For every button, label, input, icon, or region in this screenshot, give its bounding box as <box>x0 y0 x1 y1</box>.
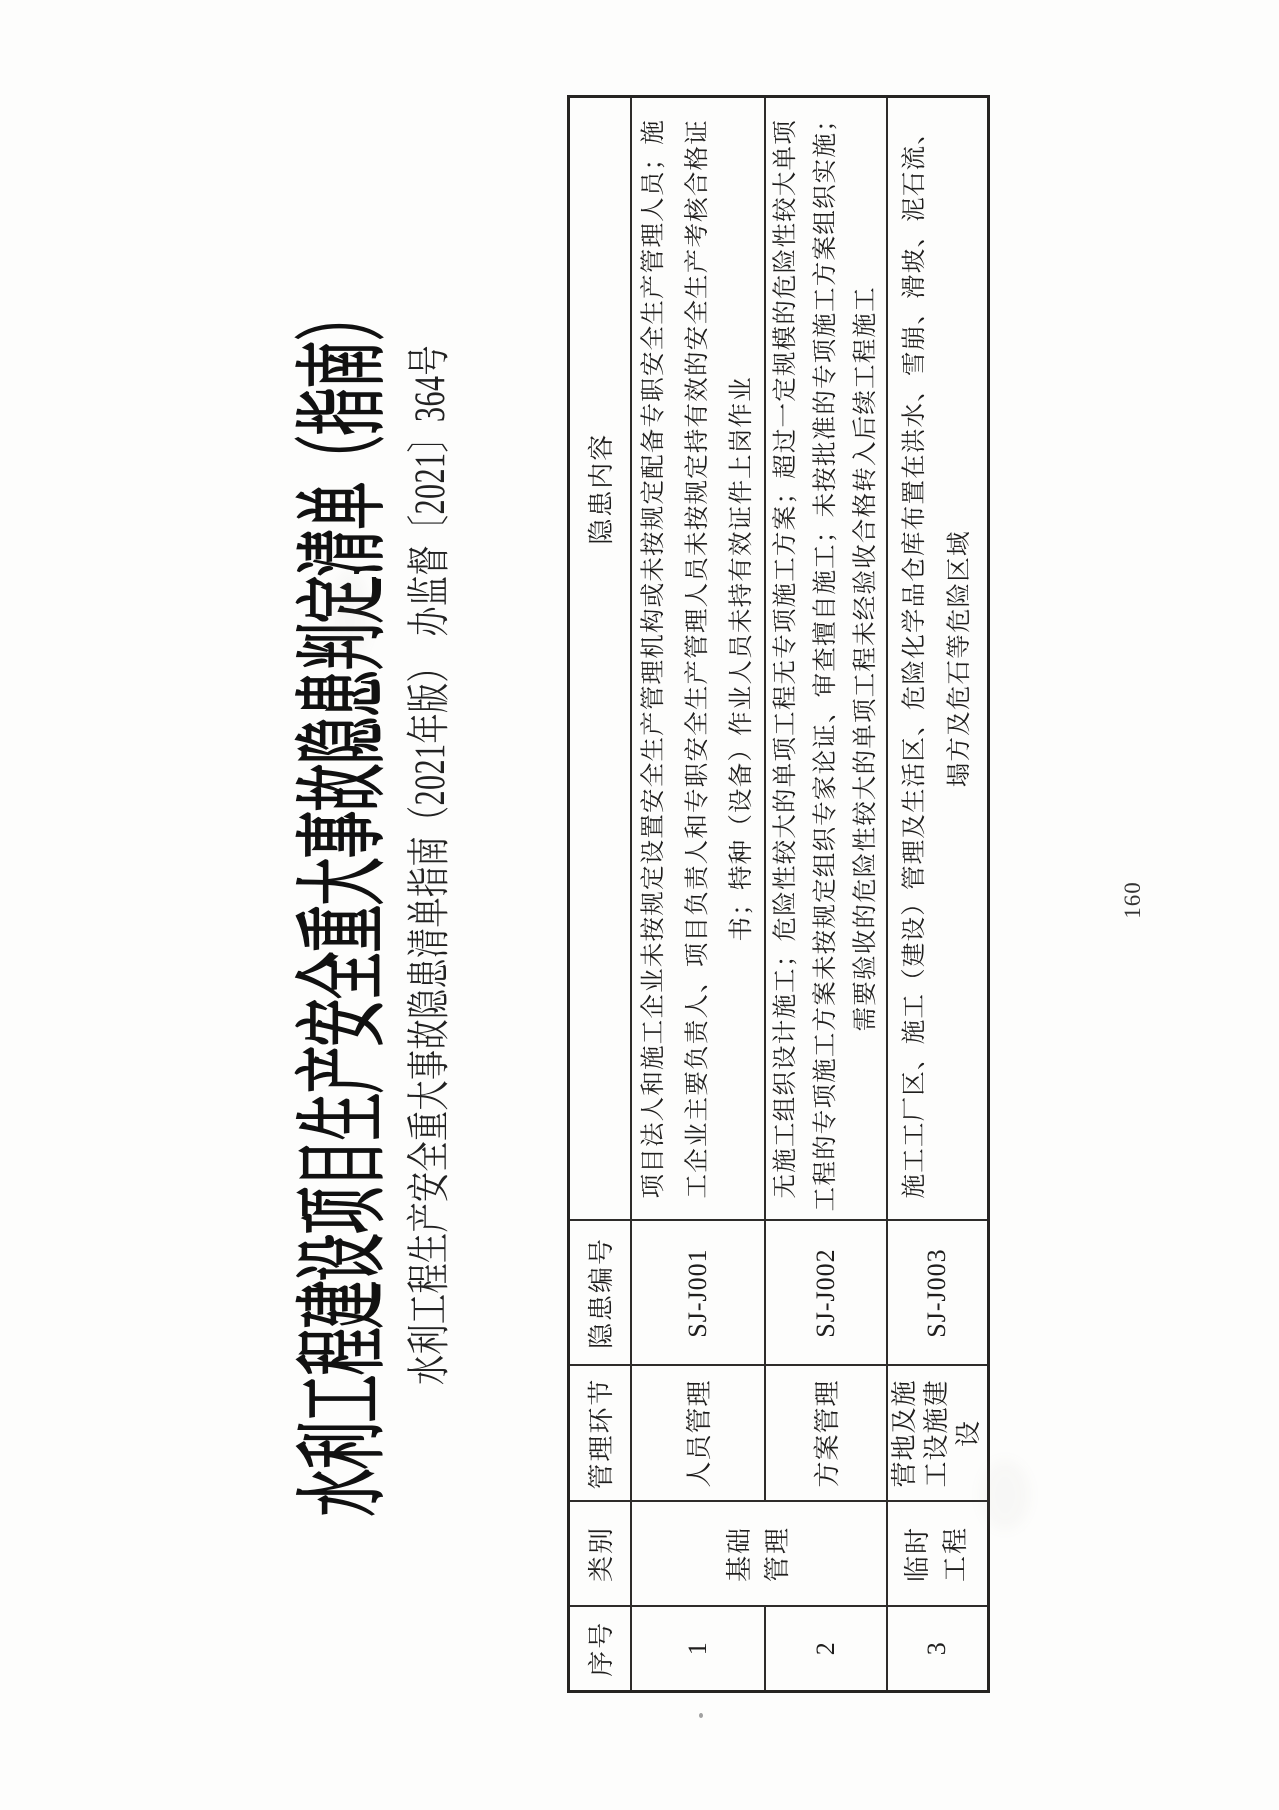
header-content-label: 隐患内容 <box>587 432 617 545</box>
row3-category <box>887 1502 989 1607</box>
header-code: 隐患编号 <box>569 1221 631 1366</box>
stage-line: 工设施建 <box>922 1379 952 1488</box>
row3-index: 3 <box>887 1607 989 1692</box>
header-stage: 管理环节 <box>569 1366 631 1502</box>
scan-speck-artifact <box>699 1713 703 1718</box>
row2-index: 2 <box>765 1607 887 1692</box>
header-content <box>569 97 631 1221</box>
document-subtitle: 水利工程生产安全重大事故隐患清单指南（2021年版） 办监督〔2021〕364号 <box>406 345 455 1385</box>
document-title: 水利工程建设项目生产安全重大事故隐患判定清单（指南） <box>293 294 396 1516</box>
content-line: 工企业主要负责人、项目负责人和专职安全生产管理人员未按规定持有效的安全生产考核合格证 <box>683 119 711 1199</box>
row3-content <box>887 97 989 1221</box>
row1-code: SJ-J001 <box>631 1221 765 1366</box>
row2-code: SJ-J002 <box>765 1221 887 1366</box>
content-line: 无施工组织设计施工；危险性较大的单项工程无专项施工方案；超过一定规模的危险性较大单项 <box>771 119 799 1199</box>
table-header-row <box>569 97 631 1692</box>
hazard-table <box>567 95 990 1693</box>
stage-line: 设 <box>954 1420 984 1448</box>
row1-content <box>631 97 765 1221</box>
category-cell-basic-management <box>631 1502 887 1607</box>
row2-content <box>765 97 887 1221</box>
stage-line: 营地及施 <box>890 1379 920 1488</box>
content-line: 项目法人和施工企业未按规定设置安全生产管理机构或未按规定配备专职安全生产管理人员；施 <box>639 119 667 1199</box>
page-number: 160 <box>1120 881 1145 919</box>
content-line: 需要验收的危险性较大的单项工程未经验收合格转入后续工程施工 <box>851 286 879 1032</box>
content-line: 施工工厂区、施工（建设）管理及生活区、危险化学品仓库布置在洪水、雪崩、滑坡、泥石流、 <box>901 119 929 1199</box>
header-index: 序号 <box>569 1607 631 1692</box>
category-line: 临时 <box>903 1526 933 1583</box>
table-row <box>631 97 765 1692</box>
row2-stage: 方案管理 <box>765 1366 887 1502</box>
row3-stage <box>887 1366 989 1502</box>
header-category: 类别 <box>569 1502 631 1607</box>
row1-index: 1 <box>631 1607 765 1692</box>
table-row <box>765 97 887 1692</box>
scan-smudge-artifact <box>330 570 370 660</box>
row3-code: SJ-J003 <box>887 1221 989 1366</box>
row1-stage: 人员管理 <box>631 1366 765 1502</box>
content-line: 塌方及危石等危险区域 <box>946 530 974 788</box>
category-line: 基础 <box>724 1526 754 1583</box>
content-line: 工程的专项施工方案未按规定组织专家论证、审查擅自施工；未按批准的专项施工方案组织实施； <box>811 106 839 1212</box>
category-line: 管理 <box>762 1526 792 1583</box>
table-row <box>887 97 989 1692</box>
category-line: 工程 <box>941 1526 971 1583</box>
scan-smudge-artifact <box>980 1460 1030 1530</box>
content-line: 书；特种（设备）作业人员未持有效证件上岗作业 <box>727 376 755 942</box>
